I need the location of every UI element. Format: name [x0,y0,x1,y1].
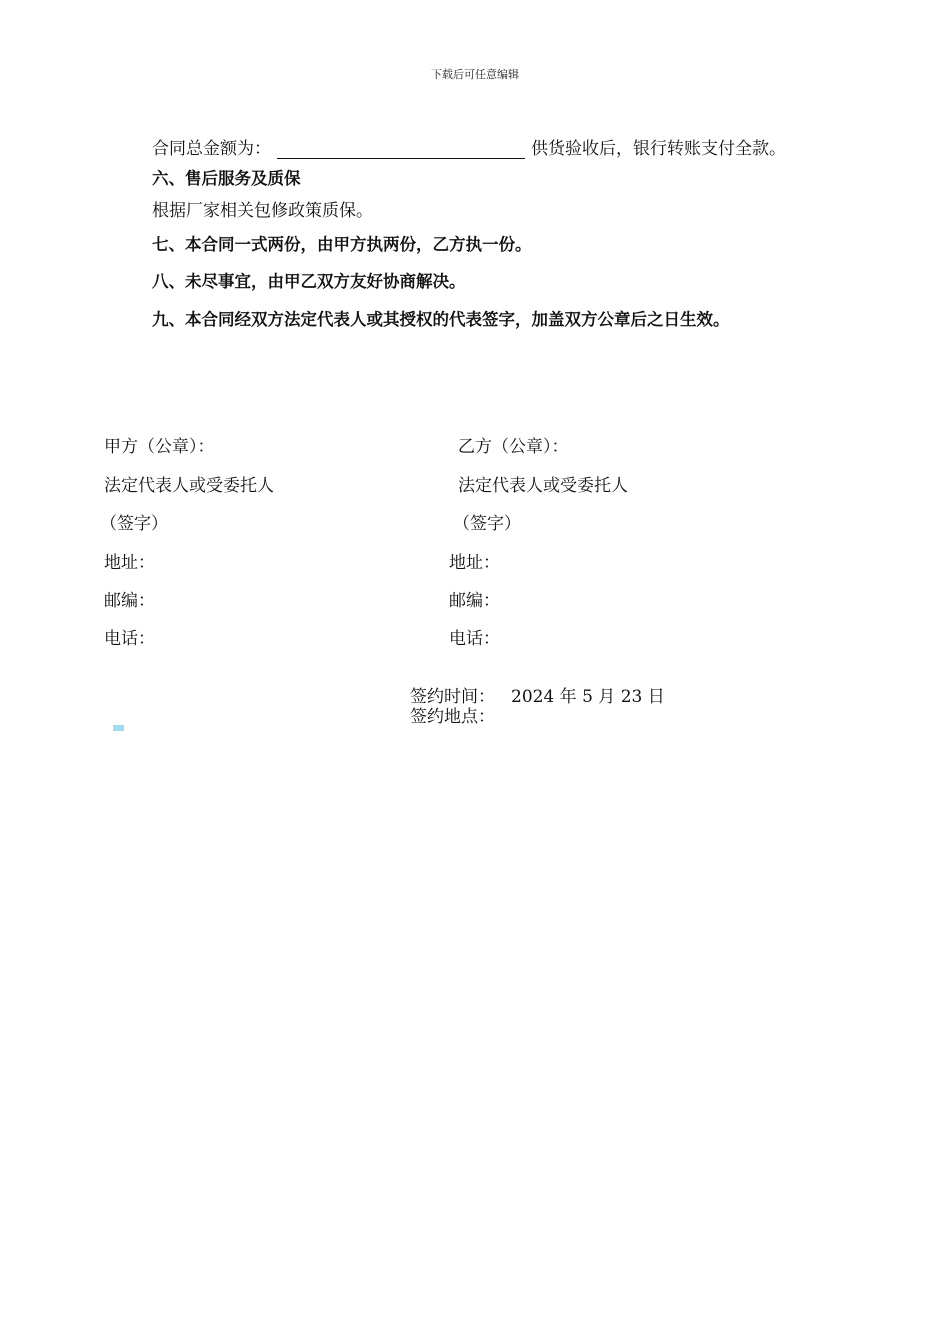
amount-blank-field [277,140,525,159]
highlight-marker [113,725,124,731]
contract-amount-line [152,134,786,159]
party-b-zip-label: 邮编： [449,591,500,611]
amount-suffix: 供货验收后，银行转账支付全款。 [531,139,786,159]
header-note: 下载后可任意编辑 [431,68,519,81]
party-a-representative-label: 法定代表人或受委托人 [104,476,274,496]
section-8: 八、未尽事宜，由甲乙双方友好协商解决。 [152,272,466,291]
party-b-address-label: 地址： [449,553,500,573]
amount-label: 合同总金额为： [152,139,271,159]
signing-time [410,686,665,708]
party-b-phone-label: 电话： [449,629,500,649]
party-a-phone-label: 电话： [104,629,155,649]
signing-time-label: 签约时间： [410,687,495,707]
party-b-representative-label: 法定代表人或受委托人 [458,476,628,496]
signing-date-value: 2024 年 5 月 23 日 [511,687,665,707]
party-a-zip-label: 邮编： [104,591,155,611]
party-a-signature-label: （签字） [100,514,168,534]
section-6-title: 六、售后服务及质保 [152,169,301,188]
party-b-seal-label: 乙方（公章）： [458,437,569,457]
party-a-seal-label: 甲方（公章）： [104,437,215,457]
party-b-signature-label: （签字） [453,514,521,534]
section-7: 七、本合同一式两份，由甲方执两份，乙方执一份。 [152,235,532,254]
party-a-address-label: 地址： [104,553,155,573]
section-9: 九、本合同经双方法定代表人或其授权的代表签字，加盖双方公章后之日生效。 [152,310,730,329]
signing-place-label: 签约地点： [410,707,495,727]
section-6-body: 根据厂家相关包修政策质保。 [152,201,373,221]
